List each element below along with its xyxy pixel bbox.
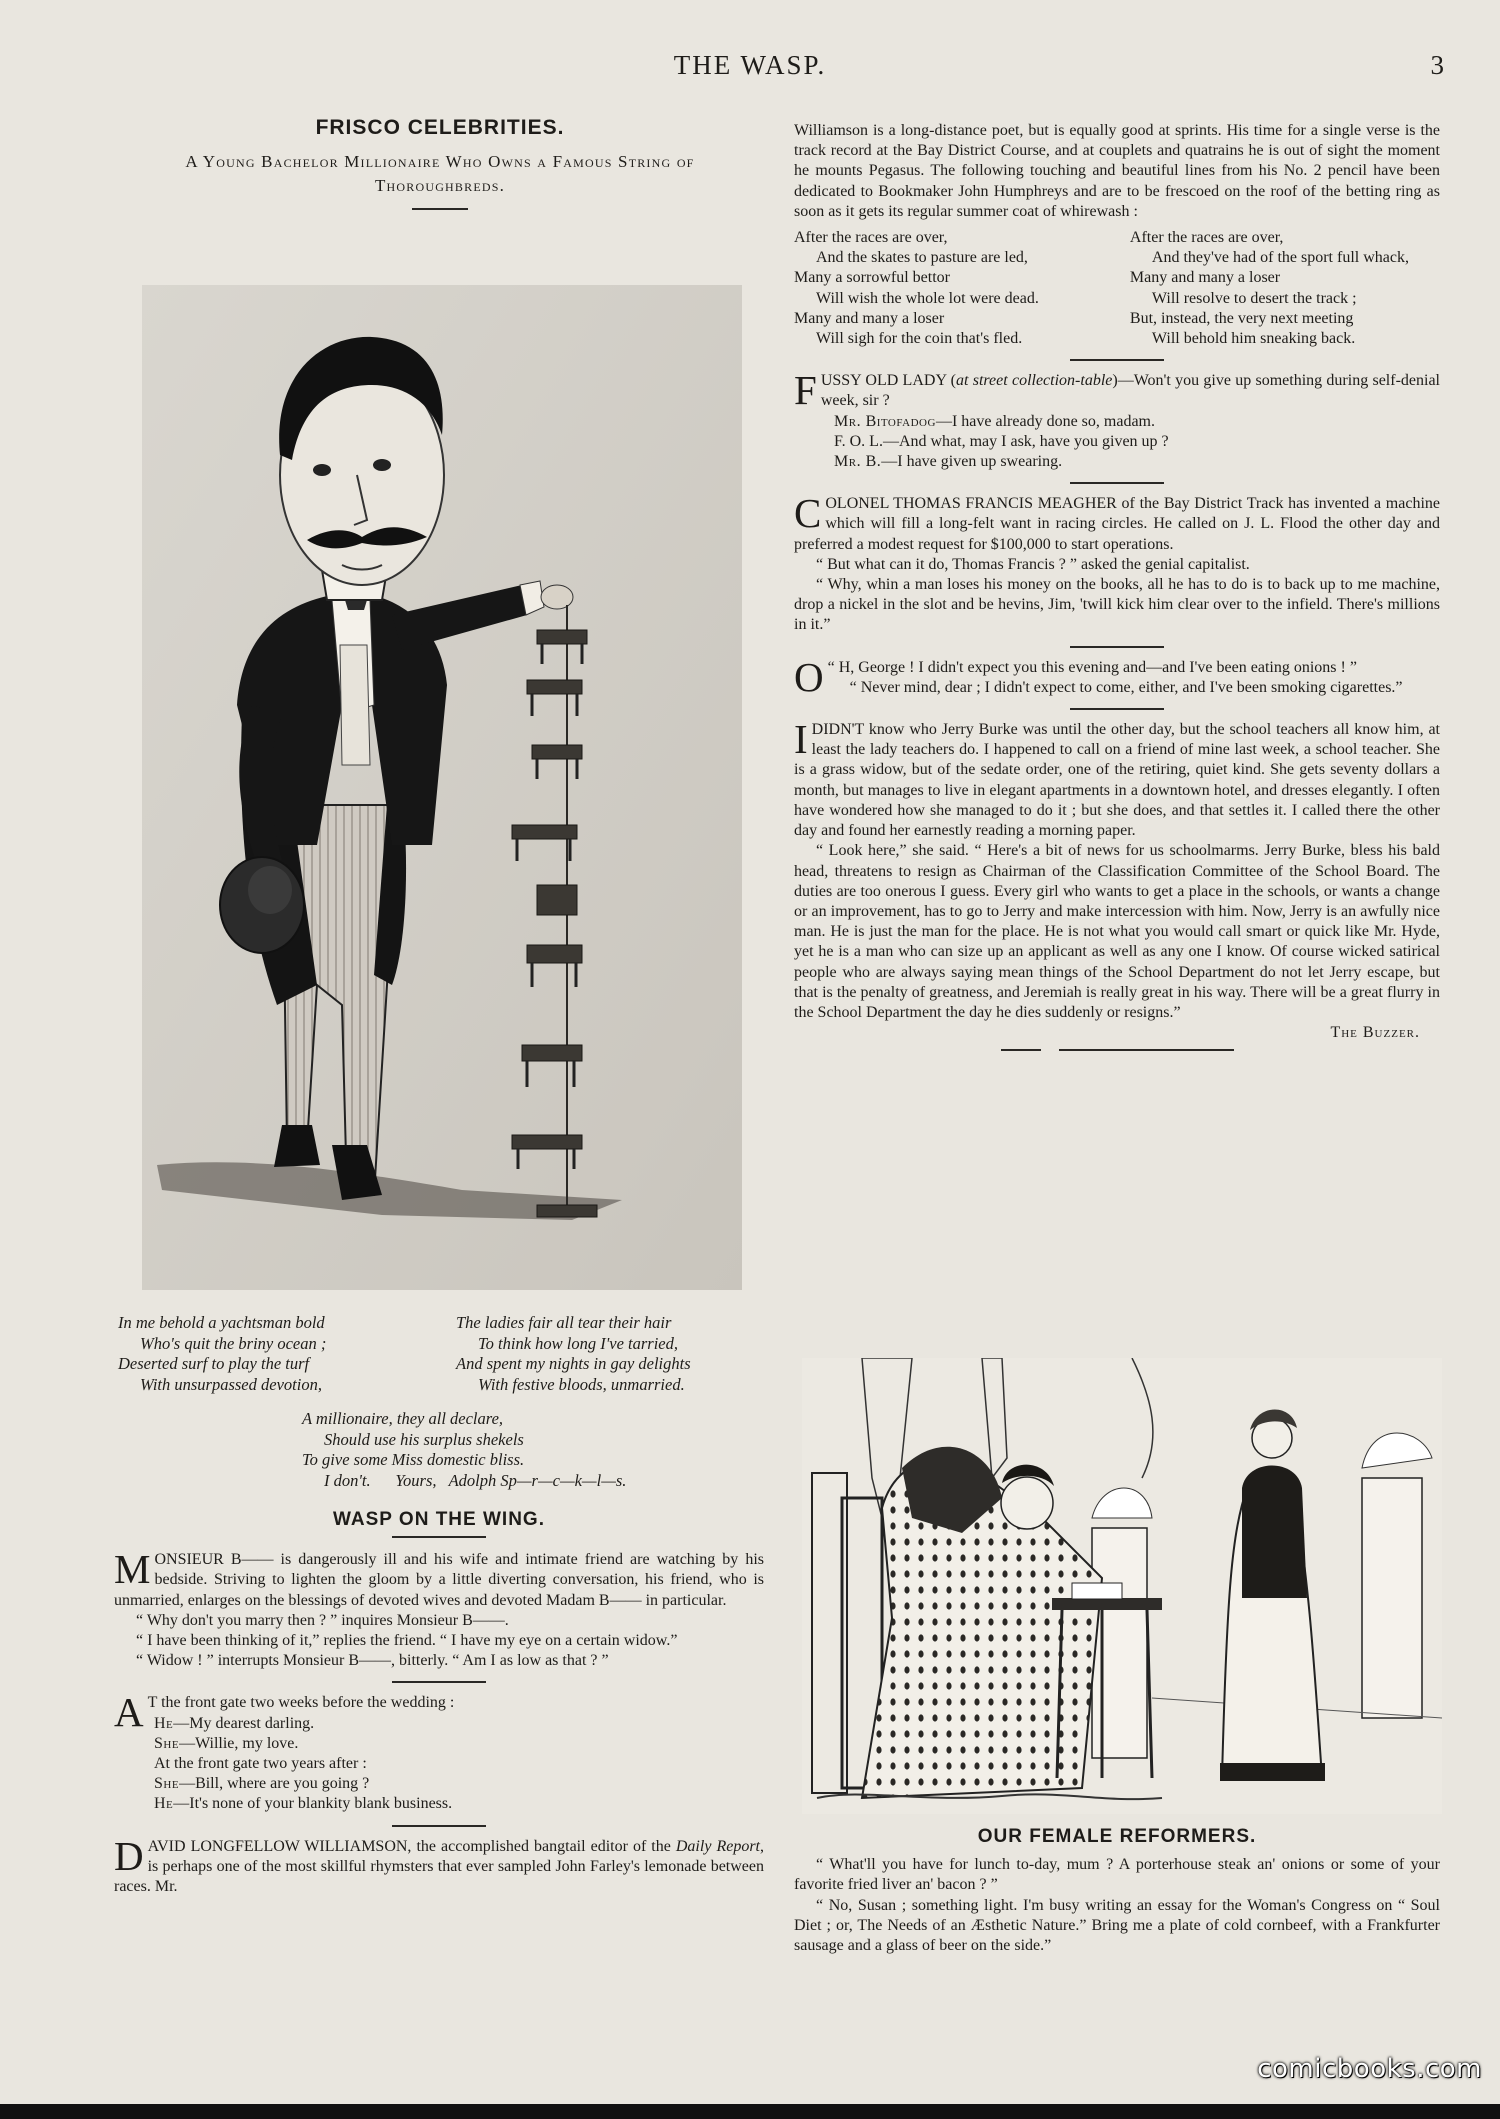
drop-cap: M <box>114 1546 151 1593</box>
fussy-dialogue <box>794 412 1440 473</box>
dialogue-line: “ Why don't you marry then ? ” inquires Monsieur B——. <box>136 1611 509 1629</box>
page-number: 3 <box>1430 50 1444 80</box>
page-bottom-edge <box>0 2104 1500 2119</box>
jerry-quote-paragraph: “ Look here,” she said. “ Here's a bit of news for us schoolmarms. Jerry Burke, bless his bald head, threatens to resign as Chairman of the Classification Committee of the School Board. The duties are too onerous I guess. Every girl who wants to get a place in the schools, or wants a change or an improvement, has to go to Jerry and make intercession with him. Now, Jerry is an awfully nice man. He is just the man for the place. He is not what you would call smart or quick like Mr. Hyde, yet he is a man who can size up an applicant as well as any one I know. Of course wicked satirical people who are always saying mean things of the School Department do not let Jerry escape, but that is the penalty of greatness, and Jeremiah is really great in his way. There will be a great flurry in the School Department the day he dies suddenly or resigns.” <box>794 842 1440 1021</box>
divider <box>1070 359 1164 361</box>
williamson-paragraph: Williamson is a long-distance poet, but is equally good at sprints. His time for a single verse is the track record at the Bay District Course, and at couplets and quatrains he is out of sight the moment he mounts Pegasus. The following touching and beautiful lines from his No. 2 pencil have been dedicated to Bookmaker John Humphreys and are to be frescoed on the roof of the betting ring as soon as it gets its regular summer coat of whirewash : <box>794 122 1440 220</box>
poem-line: With festive bloods, unmarried. <box>478 1374 685 1394</box>
frisco-celebrities-section <box>112 118 768 220</box>
divider <box>1070 482 1164 484</box>
caricature-illustration <box>142 285 742 1290</box>
double-divider <box>794 1049 1440 1051</box>
dialogue-line: “ But what can it do, Thomas Francis ? ” asked the genial capitalist. <box>816 555 1250 573</box>
section-title: FRISCO CELEBRITIES. <box>315 116 565 139</box>
right-column <box>794 121 1440 1051</box>
drop-cap: A <box>114 1689 144 1736</box>
dialogue-line: “ What'll you have for lunch to-day, mum ? A porterhouse steak an' onions or some of your favorite fried liver an' bacon ? ” <box>794 1856 1440 1894</box>
dialogue-line: “ Widow ! ” interrupts Monsieur B——, bitterly. “ Am I as low as that ? ” <box>136 1652 609 1670</box>
divider <box>392 1825 486 1827</box>
fussy-lady-paragraph: FUSSY OLD LADY (at street collection-table)—Won't you give up something during self-denial week, sir ? <box>794 367 1441 414</box>
page-header <box>0 50 1500 84</box>
racing-verse <box>794 228 1440 349</box>
divider <box>412 208 468 210</box>
drop-cap: C <box>794 490 822 537</box>
front-gate-dialogue <box>114 1714 764 1815</box>
drop-cap: D <box>114 1832 144 1879</box>
poem-line: The ladies fair all tear their hair <box>456 1313 672 1332</box>
dialogue-line: He—It's none of your blankity blank business. <box>154 1795 453 1813</box>
drop-cap: O <box>794 653 824 700</box>
dialogue-line: She—Willie, my love. <box>154 1734 299 1752</box>
poem-line: In me behold a yachtsman bold <box>118 1313 325 1332</box>
poem-line: Deserted surf to play the turf <box>118 1354 310 1373</box>
dialogue-line: “ No, Susan ; something light. I'm busy writing an essay for the Woman's Congress on “ Soul Diet ; or, The Needs of an Æsthetic Nature.” Bring me a plate of cold cornbeef, with a Frankfurter sausage and a glass of beer on the side.” <box>794 1896 1440 1955</box>
verse-left-stanza: After the races are over, And the skates to pasture are led, Many a sorrowful bettor Will wish the whole lot were dead. Many and many a loser Will sigh for the coin that's fled. <box>794 229 1039 348</box>
reformers-section <box>794 1827 1440 1956</box>
drop-cap: F <box>794 367 817 414</box>
poem-line: To give some Miss domestic bliss. <box>302 1450 525 1469</box>
reformers-cartoon <box>802 1358 1442 1814</box>
dialogue-line: He—My dearest darling. <box>154 1714 315 1732</box>
poem-line: Should use his surplus shekels <box>324 1429 524 1449</box>
watermark: comicbooks.com <box>1257 2054 1482 2084</box>
jerry-burke-paragraph: IDIDN'T know who Jerry Burke was until the other day, but the school teachers all know him, at least the lady teachers do. I happened to call on a friend of mine last week, a school teacher. She is a grass widow, but of the sedate order, one of the retiring, quiet kind. She gets seventy dollars a month, but manages to live in elegant apartments in a downtown hotel, and dresses elegantly. I often have wondered how she managed to do it ; but she does, and that settles it. I called there the other day and found her earnestly reading a morning paper. <box>794 716 1440 840</box>
verse-right-stanza: After the races are over, And they've had of the sport full whack, Many and many a loser Will resolve to desert the track ; But, instead, the very next meeting Will behold him sneaking back. <box>1129 229 1409 348</box>
divider <box>392 1681 486 1683</box>
poem-right-stanza <box>456 1313 774 1395</box>
poem-center-stanza <box>302 1409 742 1491</box>
divider <box>1070 708 1164 710</box>
female-reformers-cartoon <box>802 1358 1442 1814</box>
poem-line: To think how long I've tarried, <box>478 1333 678 1353</box>
poem-line: With unsurpassed devotion, <box>140 1374 322 1394</box>
david-paragraph: DAVID LONGFELLOW WILLIAMSON, the accomplished bangtail editor of the Daily Report, is perhaps one of the most skillful rhymsters that ever sampled John Farley's lemonade between races. Mr. <box>114 1832 764 1896</box>
poem-left-stanza <box>118 1313 436 1395</box>
section-title: WASP ON THE WING. <box>333 1509 545 1530</box>
george-paragraph: “ O H, George ! I didn't expect you this evening and—and I've been eating onions ! ” <box>794 653 1357 700</box>
caricature-portrait <box>142 285 742 1290</box>
divider <box>392 1536 486 1538</box>
divider <box>1070 646 1164 648</box>
dialogue-line: “ Why, whin a man loses his money on the books, all he has to do is to back up to me machine, drop a nickel in the slot and be hevins, Jim, 'twill kick him clear over to the infield. There's millions in it.” <box>794 576 1440 634</box>
section-subtitle: A Young Bachelor Millionaire Who Owns a Famous String of Thoroughbreds. <box>185 152 695 196</box>
masthead-title: THE WASP. <box>673 50 827 80</box>
dialogue-line: Mr. B.—I have given up swearing. <box>834 453 1063 471</box>
poem-signature: I don't. Yours, Adolph Sp—r—c—k—l—s. <box>324 1470 627 1490</box>
dialogue-line: Mr. Bitofadog—I have already done so, madam. <box>834 412 1155 430</box>
colonel-paragraph: COLONEL THOMAS FRANCIS MEAGHER of the Bay District Track has invented a machine which will fill a long-felt want in racing circles. He called on J. L. Flood the other day and preferred a modest request for $100,000 to start operations. <box>794 490 1440 553</box>
dialogue-line: “ I have been thinking of it,” replies the friend. “ I have my eye on a certain widow.” <box>136 1632 678 1650</box>
dialogue-line: At the front gate two years after : <box>154 1755 367 1773</box>
drop-cap: I <box>794 716 808 763</box>
poem-line: A millionaire, they all declare, <box>302 1409 504 1428</box>
front-gate-paragraph: A T the front gate two weeks before the wedding : <box>114 1689 455 1736</box>
dialogue-line: “ Never mind, dear ; I didn't expect to come, either, and I've been smoking cigarettes.” <box>849 678 1403 696</box>
monsieur-paragraph: MONSIEUR B—— is dangerously ill and his wife and intimate friend are watching by his bedside. Striving to lighten the gloom by a little diverting conversation, his friend, who is unmarried, enlarges on the blessings of devoted wives and devoted Madam B—— in particular. <box>114 1546 764 1609</box>
dialogue-line: She—Bill, where are you going ? <box>154 1775 370 1793</box>
byline-signature: The Buzzer. <box>1330 1024 1420 1042</box>
poem-line: Who's quit the briny ocean ; <box>140 1333 327 1353</box>
poem-line: And spent my nights in gay delights <box>456 1354 691 1373</box>
wasp-on-the-wing-section <box>114 1510 764 1897</box>
dialogue-line: F. O. L.—And what, may I ask, have you given up ? <box>834 432 1169 450</box>
cartoon-caption-title: OUR FEMALE REFORMERS. <box>977 1826 1257 1847</box>
